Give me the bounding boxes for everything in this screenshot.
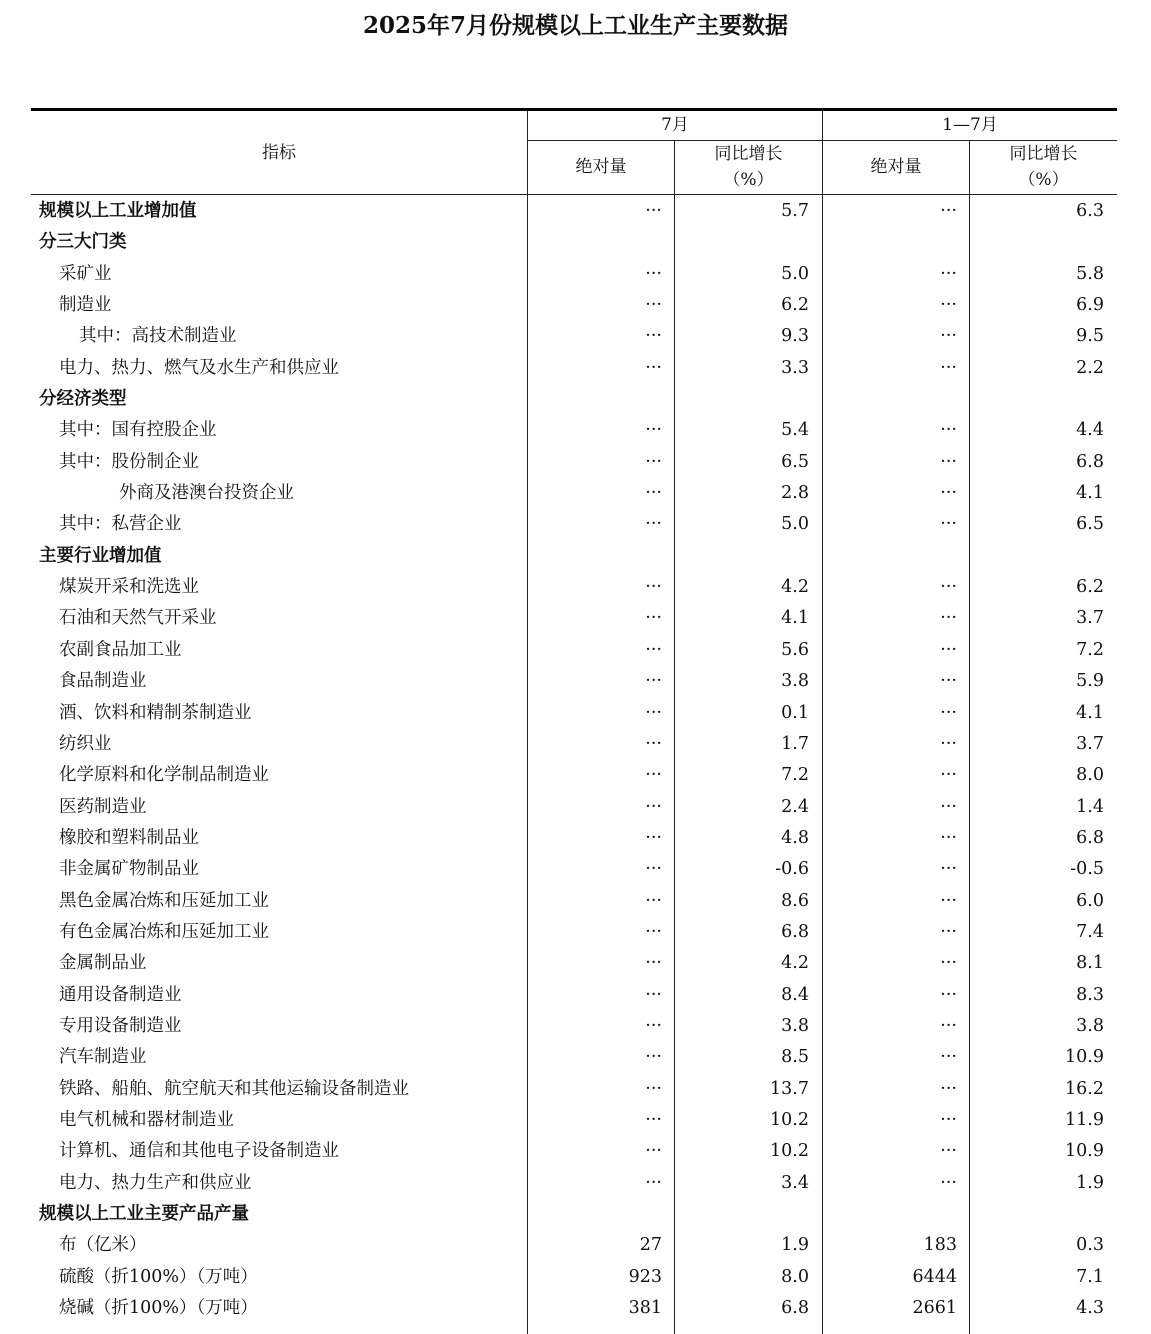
july-absolute-value: ···: [645, 1047, 662, 1068]
ytd-absolute-value: ···: [940, 608, 957, 629]
july-absolute-value: 27: [639, 1235, 662, 1256]
ytd-growth-value: 10.9: [1065, 1141, 1104, 1162]
table-row: [31, 635, 1117, 666]
period-jan-jul-header: 1—7月: [942, 115, 998, 135]
row-label: 计算机、通信和其他电子设备制造业: [59, 1141, 339, 1162]
row-label: 汽车制造业: [59, 1047, 147, 1068]
table-row: [31, 1136, 1117, 1167]
table-row: [31, 1011, 1117, 1042]
ytd-growth-value: -0.5: [1070, 859, 1104, 880]
ytd-growth-value: 1.9: [1076, 1172, 1104, 1193]
july-growth-value: 0.1: [781, 702, 809, 723]
july-growth-value: 5.0: [781, 514, 809, 535]
ytd-absolute-value: ···: [940, 1141, 957, 1162]
ytd-absolute-value: ···: [940, 639, 957, 660]
row-label: 橡胶和塑料制品业: [59, 827, 199, 848]
july-absolute-value: ···: [645, 201, 662, 221]
row-label: 农副食品加工业: [59, 639, 182, 660]
ytd-absolute-value: ···: [940, 326, 957, 347]
july-absolute-value: ···: [645, 984, 662, 1005]
july-absolute-value: ···: [645, 514, 662, 535]
ytd-absolute-value: 6444: [912, 1266, 957, 1287]
ytd-growth-value: 8.1: [1076, 953, 1104, 974]
row-label: 化学原料和化学制品制造业: [59, 765, 269, 786]
july-absolute-value: ···: [645, 483, 662, 504]
table-row: [31, 572, 1117, 603]
july-growth-value: 1.9: [781, 1235, 809, 1256]
ytd-absolute-value: ···: [940, 483, 957, 504]
table-row: [31, 478, 1117, 509]
ytd-growth-value: 6.8: [1076, 451, 1104, 472]
ytd-growth-value: 5.8: [1076, 263, 1104, 284]
july-absolute-value: ···: [645, 639, 662, 660]
table-row: [31, 1230, 1117, 1261]
ytd-growth-value: 8.0: [1076, 765, 1104, 786]
july-growth-value: 5.6: [781, 639, 809, 660]
row-label: 分三大门类: [39, 232, 127, 253]
july-growth-value: 7.2: [781, 765, 809, 786]
table-body: [31, 196, 1117, 1324]
july-absolute-value: 381: [628, 1298, 662, 1319]
table-row: [31, 854, 1117, 885]
july-growth-header: [675, 141, 822, 193]
july-growth-value: 1.7: [781, 733, 809, 754]
row-label: 电力、热力、燃气及水生产和供应业: [59, 357, 339, 378]
ytd-growth-value: 6.0: [1076, 890, 1104, 911]
july-absolute-value: ···: [645, 796, 662, 817]
july-abs-header: 绝对量: [575, 157, 627, 177]
ytd-absolute-value: ···: [940, 577, 957, 598]
table-row: [31, 415, 1117, 446]
july-growth-value: 6.8: [781, 921, 809, 942]
ytd-growth-value: 4.4: [1076, 420, 1104, 441]
ytd-absolute-value: ···: [940, 1015, 957, 1036]
row-label: 黑色金属冶炼和压延加工业: [59, 890, 269, 911]
ytd-absolute-value: ···: [940, 796, 957, 817]
row-label: 烧碱（折100%）（万吨）: [59, 1298, 258, 1319]
ytd-absolute-value: ···: [940, 1172, 957, 1193]
table-row: [31, 1105, 1117, 1136]
ytd-growth-value: 4.1: [1076, 702, 1104, 723]
july-growth-value: 8.6: [781, 890, 809, 911]
header-bottom-rule: [31, 194, 1117, 195]
row-label: 其中：私营企业: [59, 514, 182, 535]
growth-header-line2: （%）: [723, 170, 774, 190]
july-growth-value: 6.2: [781, 295, 809, 316]
ytd-absolute-value: 2661: [912, 1298, 957, 1319]
ytd-growth-value: 6.9: [1076, 295, 1104, 316]
row-label: 分经济类型: [39, 389, 127, 410]
july-absolute-value: ···: [645, 702, 662, 723]
july-absolute-value: 923: [628, 1266, 662, 1287]
july-absolute-value: ···: [645, 953, 662, 974]
july-absolute-value: ···: [645, 1078, 662, 1099]
row-label: 其中：高技术制造业: [79, 326, 237, 347]
july-absolute-value: ···: [645, 451, 662, 472]
july-absolute-value: ···: [645, 765, 662, 786]
table-row: [31, 948, 1117, 979]
row-label: 制造业: [59, 295, 112, 316]
july-growth-value: 4.8: [781, 827, 809, 848]
table-row: [31, 1074, 1117, 1105]
table-row: [31, 1199, 1117, 1230]
row-label: 纺织业: [59, 733, 112, 754]
july-absolute-value: ···: [645, 263, 662, 284]
table-row: [31, 290, 1117, 321]
july-growth-value: 4.2: [781, 577, 809, 598]
ytd-absolute-value: ···: [940, 921, 957, 942]
row-label: 酒、饮料和精制茶制造业: [59, 702, 252, 723]
ytd-growth-value: 6.5: [1076, 514, 1104, 535]
july-absolute-value: ···: [645, 890, 662, 911]
growth-header-line2: （%）: [1018, 170, 1069, 190]
ytd-absolute-value: ···: [940, 1109, 957, 1130]
table-row: [31, 384, 1117, 415]
ytd-absolute-value: ···: [940, 514, 957, 535]
ytd-absolute-value: ···: [940, 201, 957, 221]
table-header: [31, 111, 1117, 195]
ytd-growth-value: 11.9: [1065, 1109, 1104, 1130]
table-row: [31, 259, 1117, 290]
row-label: 医药制造业: [59, 796, 147, 817]
july-growth-value: -0.6: [775, 859, 809, 880]
ytd-absolute-value: ···: [940, 1047, 957, 1068]
ytd-absolute-value: ···: [940, 827, 957, 848]
period-july-header: 7月: [661, 115, 689, 135]
july-growth-value: 2.8: [781, 483, 809, 504]
ytd-growth-value: 9.5: [1076, 326, 1104, 347]
ytd-growth-value: 4.1: [1076, 483, 1104, 504]
july-growth-value: 5.4: [781, 420, 809, 441]
ytd-growth-value: 7.1: [1076, 1266, 1104, 1287]
row-label: 规模以上工业增加值: [39, 201, 197, 221]
table-row: [31, 1168, 1117, 1199]
ytd-abs-header: 绝对量: [870, 157, 922, 177]
july-growth-value: 8.4: [781, 984, 809, 1005]
ytd-absolute-value: 183: [923, 1235, 957, 1256]
row-label: 硫酸（折100%）（万吨）: [59, 1266, 258, 1287]
row-label: 布（亿米）: [59, 1235, 147, 1256]
ytd-absolute-value: ···: [940, 295, 957, 316]
july-absolute-value: ···: [645, 608, 662, 629]
indicator-header: 指标: [262, 143, 296, 163]
ytd-growth-header: [970, 141, 1117, 193]
table-row: [31, 1262, 1117, 1293]
ytd-absolute-value: ···: [940, 1078, 957, 1099]
row-label: 采矿业: [59, 263, 112, 284]
row-label: 非金属矿物制品业: [59, 859, 199, 880]
july-growth-value: 3.4: [781, 1172, 809, 1193]
july-growth-value: 5.7: [781, 201, 809, 221]
row-label: 专用设备制造业: [59, 1015, 182, 1036]
ytd-absolute-value: ···: [940, 671, 957, 692]
ytd-growth-value: 6.3: [1076, 201, 1104, 221]
july-growth-value: 13.7: [770, 1078, 809, 1099]
july-growth-value: 6.5: [781, 451, 809, 472]
table-row: [31, 447, 1117, 478]
row-label: 铁路、船舶、航空航天和其他运输设备制造业: [59, 1078, 409, 1099]
row-label: 金属制品业: [59, 953, 147, 974]
july-growth-value: 2.4: [781, 796, 809, 817]
july-growth-value: 5.0: [781, 263, 809, 284]
ytd-absolute-value: ···: [940, 263, 957, 284]
growth-header-line1: 同比增长: [714, 144, 783, 164]
ytd-absolute-value: ···: [940, 765, 957, 786]
july-growth-value: 6.8: [781, 1298, 809, 1319]
july-growth-value: 3.3: [781, 357, 809, 378]
july-absolute-value: ···: [645, 733, 662, 754]
july-absolute-value: ···: [645, 1015, 662, 1036]
july-growth-value: 3.8: [781, 1015, 809, 1036]
row-label: 电力、热力生产和供应业: [59, 1172, 252, 1193]
july-absolute-value: ···: [645, 1172, 662, 1193]
ytd-absolute-value: ···: [940, 859, 957, 880]
ytd-growth-value: 8.3: [1076, 984, 1104, 1005]
row-label: 规模以上工业主要产品产量: [39, 1204, 249, 1224]
july-growth-value: 10.2: [770, 1109, 809, 1130]
row-label: 其中：国有控股企业: [59, 420, 217, 441]
ytd-growth-value: 7.2: [1076, 639, 1104, 660]
ytd-growth-value: 3.7: [1076, 608, 1104, 629]
july-absolute-value: ···: [645, 859, 662, 880]
ytd-growth-value: 6.2: [1076, 577, 1104, 598]
july-absolute-value: ···: [645, 357, 662, 378]
july-growth-value: 4.2: [781, 953, 809, 974]
table-row: [31, 509, 1117, 540]
row-label: 其中：股份制企业: [59, 451, 199, 472]
july-absolute-value: ···: [645, 827, 662, 848]
ytd-absolute-value: ···: [940, 984, 957, 1005]
july-absolute-value: ···: [645, 921, 662, 942]
row-label: 外商及港澳台投资企业: [119, 483, 294, 504]
ytd-growth-value: 16.2: [1065, 1078, 1104, 1099]
table-row: [31, 698, 1117, 729]
ytd-growth-value: 3.7: [1076, 733, 1104, 754]
row-label: 石油和天然气开采业: [59, 608, 217, 629]
july-growth-value: 8.0: [781, 1266, 809, 1287]
row-label: 电气机械和器材制造业: [59, 1109, 234, 1130]
ytd-absolute-value: ···: [940, 420, 957, 441]
ytd-absolute-value: ···: [940, 953, 957, 974]
row-label: 食品制造业: [59, 671, 147, 692]
growth-header-line1: 同比增长: [1009, 144, 1078, 164]
ytd-absolute-value: ···: [940, 357, 957, 378]
table-row: [31, 886, 1117, 917]
july-absolute-value: ···: [645, 671, 662, 692]
ytd-growth-value: 10.9: [1065, 1047, 1104, 1068]
july-absolute-value: ···: [645, 1109, 662, 1130]
table-row: [31, 729, 1117, 760]
ytd-growth-value: 6.8: [1076, 827, 1104, 848]
july-growth-value: 9.3: [781, 326, 809, 347]
table-row: [31, 321, 1117, 352]
july-growth-value: 3.8: [781, 671, 809, 692]
table-row: [31, 1293, 1117, 1324]
july-absolute-value: ···: [645, 326, 662, 347]
ytd-growth-value: 1.4: [1076, 796, 1104, 817]
ytd-growth-value: 0.3: [1076, 1235, 1104, 1256]
table-row: [31, 980, 1117, 1011]
table-row: [31, 917, 1117, 948]
ytd-growth-value: 2.2: [1076, 357, 1104, 378]
table-row: [31, 353, 1117, 384]
table-row: [31, 1042, 1117, 1073]
ytd-growth-value: 4.3: [1076, 1298, 1104, 1319]
july-absolute-value: ···: [645, 577, 662, 598]
ytd-absolute-value: ···: [940, 451, 957, 472]
ytd-absolute-value: ···: [940, 890, 957, 911]
table-row: [31, 603, 1117, 634]
table-row: [31, 196, 1117, 227]
july-growth-value: 4.1: [781, 608, 809, 629]
july-absolute-value: ···: [645, 420, 662, 441]
table-row: [31, 227, 1117, 258]
ytd-growth-value: 7.4: [1076, 921, 1104, 942]
table-row: [31, 541, 1117, 572]
ytd-growth-value: 3.8: [1076, 1015, 1104, 1036]
july-growth-value: 10.2: [770, 1141, 809, 1162]
row-label: 通用设备制造业: [59, 984, 182, 1005]
july-growth-value: 8.5: [781, 1047, 809, 1068]
july-absolute-value: ···: [645, 1141, 662, 1162]
row-label: 主要行业增加值: [39, 545, 162, 566]
row-label: 有色金属冶炼和压延加工业: [59, 921, 269, 942]
ytd-absolute-value: ···: [940, 733, 957, 754]
table-row: [31, 792, 1117, 823]
table-row: [31, 666, 1117, 697]
july-absolute-value: ···: [645, 295, 662, 316]
table-row: [31, 823, 1117, 854]
ytd-growth-value: 5.9: [1076, 671, 1104, 692]
table-row: [31, 760, 1117, 791]
ytd-absolute-value: ···: [940, 702, 957, 723]
row-label: 煤炭开采和洗选业: [59, 577, 199, 598]
page-title: 2025年7月份规模以上工业生产主要数据: [362, 12, 789, 39]
